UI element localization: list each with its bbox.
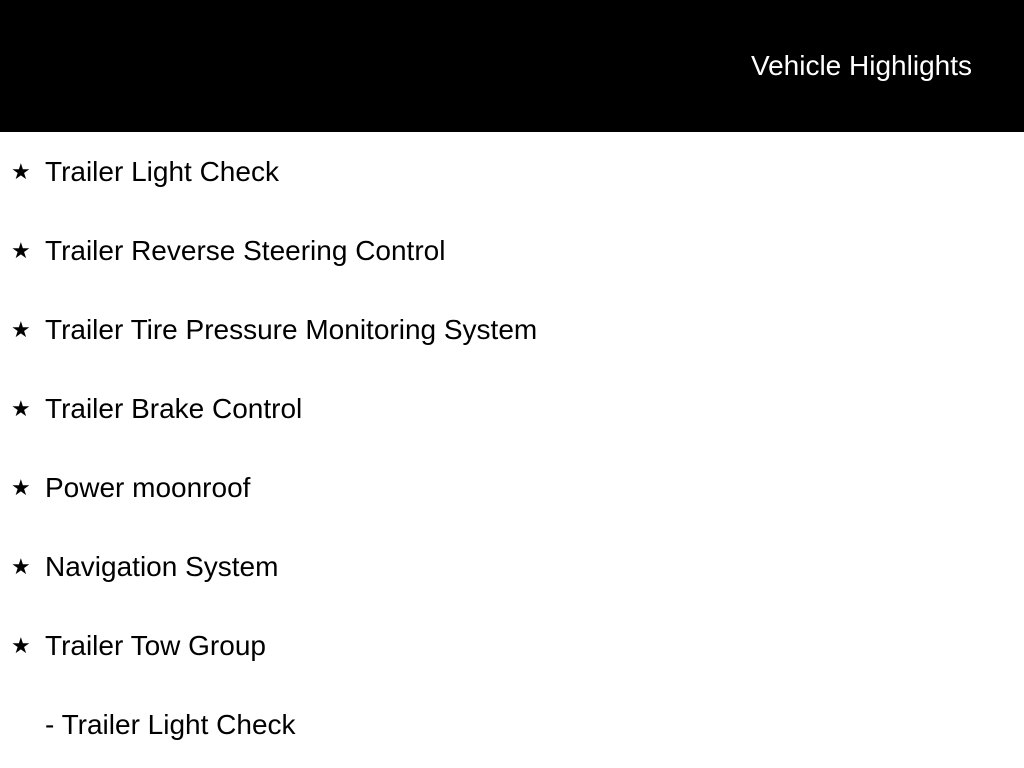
list-item-label: Trailer Tow Group (45, 630, 266, 661)
list-item (0, 234, 1024, 274)
header-bar (0, 0, 1024, 132)
list-item-label: Navigation System (45, 551, 279, 582)
star-icon: ★ (11, 554, 31, 579)
list-item-label: Trailer Light Check (45, 156, 279, 187)
list-item (0, 629, 1024, 669)
star-icon: ★ (11, 475, 31, 500)
list-item (0, 313, 1024, 353)
sub-list-item (0, 708, 1024, 748)
page-title: Vehicle Highlights (750, 50, 972, 81)
highlights-list (0, 132, 1024, 768)
star-icon: ★ (11, 317, 31, 342)
list-item-label: Power moonroof (45, 472, 251, 503)
list-item (0, 392, 1024, 432)
list-item-label: Trailer Reverse Steering Control (45, 235, 446, 266)
star-icon: ★ (11, 238, 31, 263)
list-item-label: Trailer Tire Pressure Monitoring System (45, 314, 538, 345)
star-icon: ★ (11, 396, 31, 421)
list-item-label: Trailer Brake Control (45, 393, 303, 424)
star-icon: ★ (11, 159, 31, 184)
list-item (0, 471, 1024, 511)
sub-list-item-label: - Trailer Light Check (45, 709, 296, 740)
list-item (0, 155, 1024, 195)
star-icon: ★ (11, 633, 31, 658)
list-item (0, 550, 1024, 590)
